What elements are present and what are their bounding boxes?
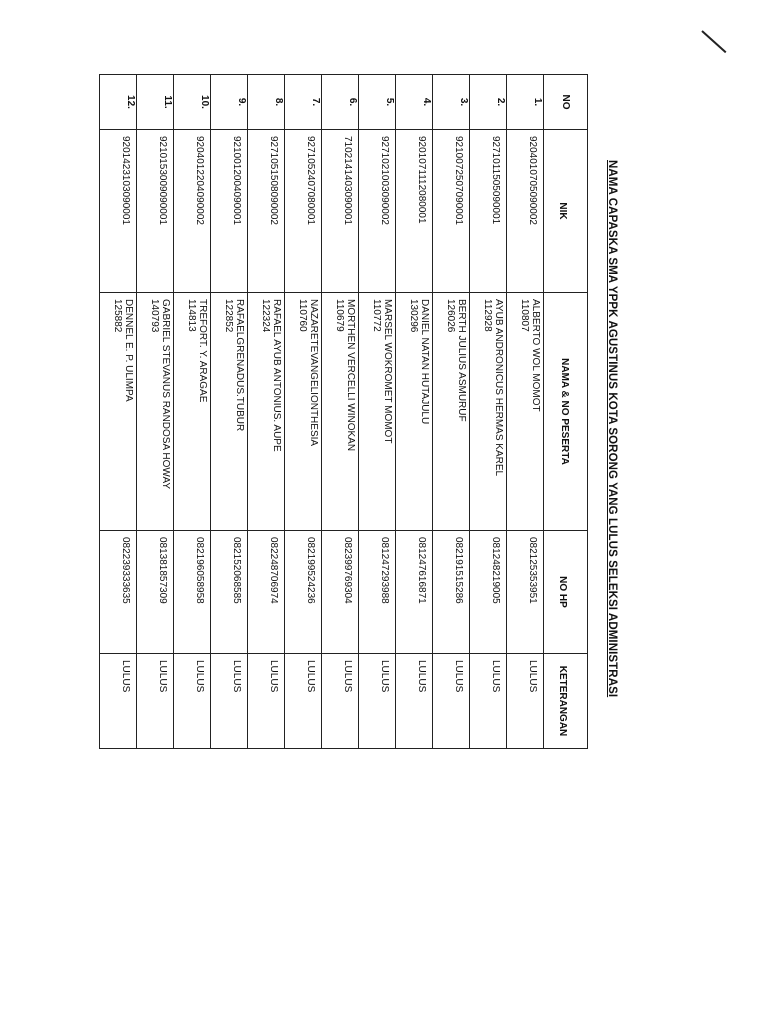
participant-name: MORTHEN VERCELLI WINOKAN [345,299,356,452]
row-name-cell [507,293,544,531]
participant-name: DENNEL E. P. ULIMPA [123,299,134,402]
row-nik: 9201071112080001 [396,130,433,293]
row-nik: 9271011505090001 [470,130,507,293]
header-nik: NIK [544,130,588,293]
row-name-cell [470,293,507,531]
row-nik: 9271052407080001 [285,130,322,293]
row-nik: 7102141403090001 [322,130,359,293]
row-status: LULUS [359,654,396,749]
participant-table [99,74,588,749]
participant-number: 126026 [445,299,456,333]
participant-name: NAZARETEVANGELIONTHESIA [308,299,319,447]
participant-number: 110760 [297,299,308,332]
row-name-cell [396,293,433,531]
row-nik: 9271021003090002 [359,130,396,293]
document-title: NAMA CAPASKA SMA YPPK AGUSTINUS KOTA SORONG YANG LULUS SELEKSI ADMINISTRASI [606,160,618,698]
row-phone: 082399769304 [322,531,359,654]
row-phone: 081247293988 [359,531,396,654]
row-number: 10. [174,75,211,130]
participant-name: AYUB ANDRONICUS HERMAS KAREL [493,299,504,477]
participant-name: MARSEL WOKROMET MOMOT [382,299,393,444]
row-phone: 082125353951 [507,531,544,654]
participant-number: 114813 [186,299,197,332]
row-phone: 081247616871 [396,531,433,654]
participant-number: 140793 [149,299,160,333]
row-phone: 081381857309 [137,531,174,654]
row-number: 4. [396,75,433,130]
row-number: 7. [285,75,322,130]
row-phone: 082196058958 [174,531,211,654]
table-row [359,75,396,749]
row-nik: 9204010705090002 [507,130,544,293]
row-status: LULUS [396,654,433,749]
row-nik: 9210012004090001 [211,130,248,293]
participant-number: 130296 [408,299,419,333]
row-status: LULUS [137,654,174,749]
row-status: LULUS [174,654,211,749]
row-nik: 9210072507090001 [433,130,470,293]
table-row [396,75,433,749]
row-status: LULUS [211,654,248,749]
table-row [174,75,211,749]
row-number: 2. [470,75,507,130]
participant-name: ALBERTO WOL MOMOT [530,299,541,412]
row-phone: 081248219005 [470,531,507,654]
row-status: LULUS [248,654,285,749]
participant-name: GABRIEL STEVANUS RANDOSA HOWAY [160,299,171,490]
row-status: LULUS [433,654,470,749]
table-header-row [544,75,588,749]
row-nik: 9210153009090001 [137,130,174,293]
row-phone: 082191515286 [433,531,470,654]
row-number: 8. [248,75,285,130]
row-name-cell [137,293,174,531]
table-row [100,75,137,749]
participant-name: BERTH JULIUS ASMURUF [456,299,467,422]
participant-number: 110679 [334,299,345,332]
table-row [211,75,248,749]
row-status: LULUS [507,654,544,749]
header-keterangan: KETERANGAN [544,654,588,749]
row-name-cell [433,293,470,531]
row-name-cell [174,293,211,531]
row-number: 3. [433,75,470,130]
row-name-cell [322,293,359,531]
table-row [285,75,322,749]
table-row [433,75,470,749]
participant-number: 125882 [112,299,123,333]
row-nik: 9204012204090002 [174,130,211,293]
participant-name: RAFAELGRENADUS.TUBUR [234,299,245,432]
participant-number: 110772 [371,299,382,332]
participant-name: TREFORT. Y. ARAGAE [197,299,208,403]
header-hp: NO HP [544,531,588,654]
row-number: 12. [100,75,137,130]
row-status: LULUS [322,654,359,749]
row-name-cell [100,293,137,531]
row-name-cell [359,293,396,531]
row-number: 6. [322,75,359,130]
row-name-cell [248,293,285,531]
row-number: 9. [211,75,248,130]
row-name-cell [211,293,248,531]
table-row [507,75,544,749]
row-nik: 9271051508090002 [248,130,285,293]
table-row [322,75,359,749]
row-number: 5. [359,75,396,130]
participant-number: 112928 [482,299,493,332]
table-row [470,75,507,749]
row-phone: 082199524236 [285,531,322,654]
row-phone: 082152068585 [211,531,248,654]
participant-name: RAFAEL AYUB ANTONIUS. AUPE [271,299,282,452]
participant-number: 110807 [519,299,530,332]
row-status: LULUS [100,654,137,749]
row-name-cell [285,293,322,531]
participant-number: 122324 [260,299,271,333]
row-number: 1. [507,75,544,130]
participant-number: 122852 [223,299,234,333]
table-row [248,75,285,749]
row-phone: 082239333635 [100,531,137,654]
row-status: LULUS [470,654,507,749]
row-phone: 082248706974 [248,531,285,654]
table-row [137,75,174,749]
row-nik: 9201423103090001 [100,130,137,293]
row-status: LULUS [285,654,322,749]
participant-name: DANIEL NATAN HUTAJULU [419,299,430,425]
row-number: 11. [137,75,174,130]
header-name: NAMA & NO PESERTA [544,293,588,531]
header-no: NO [544,75,588,130]
